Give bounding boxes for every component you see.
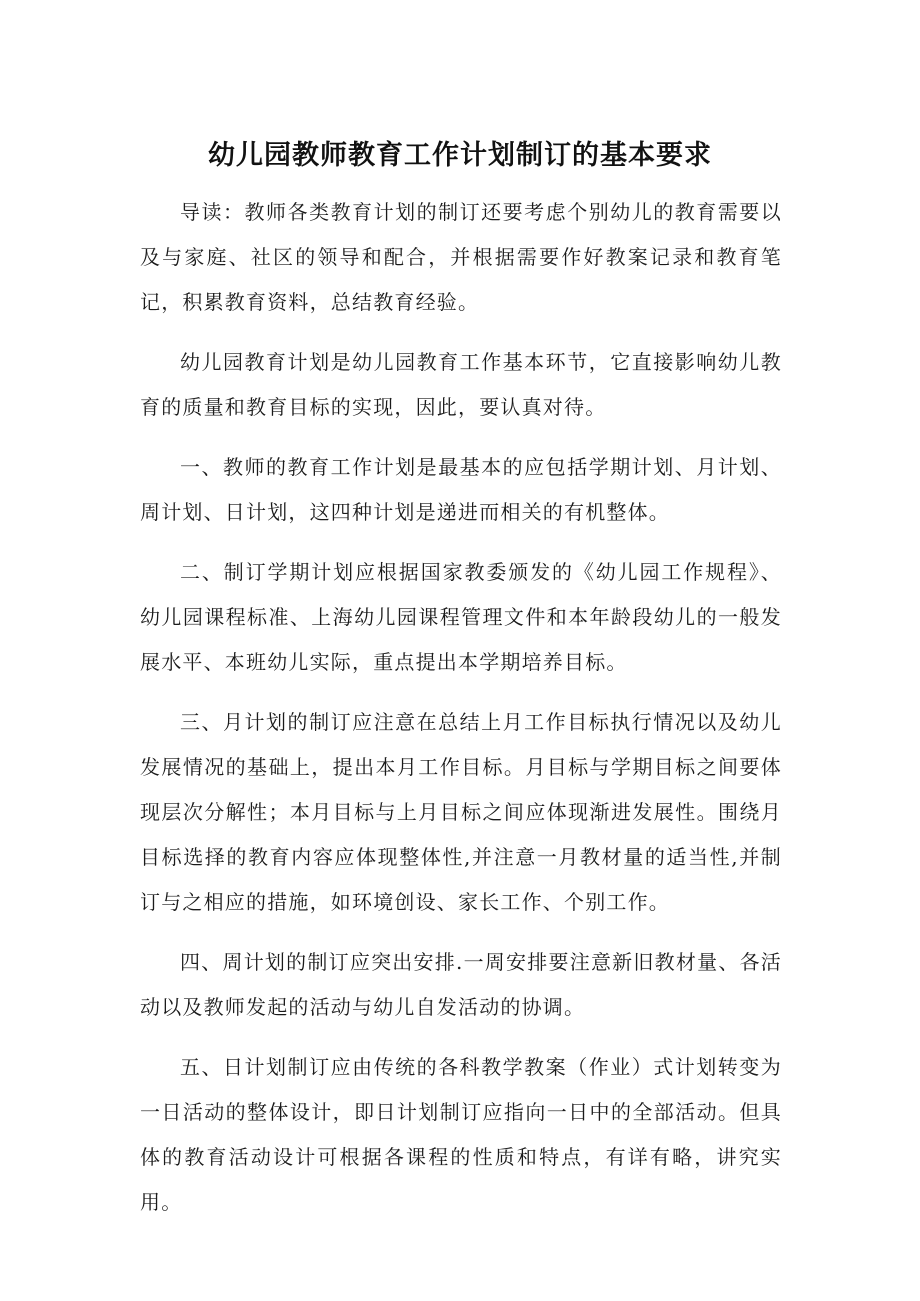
document-title: 幼儿园教师教育工作计划制订的基本要求 (208, 140, 712, 171)
paragraph-overview: 幼儿园教育计划是幼儿园教育工作基本环节，它直接影响幼儿教育的质量和教育目标的实现，因此，要认真对待。 (140, 350, 782, 419)
paragraph-point-1: 一、教师的教育工作计划是最基本的应包括学期计划、月计划、周计划、日计划，这四种计划是递进而相关的有机整体。 (140, 455, 782, 524)
paragraph-point-2: 二、制订学期计划应根据国家教委颁发的《幼儿园工作规程》、幼儿园课程标准、上海幼儿园课程管理文件和本年龄段幼儿的一般发展水平、本班幼儿实际，重点提出本学期培养目标。 (140, 560, 782, 674)
paragraph-point-3: 三、月计划的制订应注意在总结上月工作目标执行情况以及幼儿发展情况的基础上，提出本月工作目标。月目标与学期目标之间要体现层次分解性；本月目标与上月目标之间应体现渐进发展性。围绕月目标选择的教育内容应体现整体性,并注意一月教材量的适当性,并制订与之相应的措施，如环境创设、家长工作、个别工作。 (140, 710, 782, 914)
paragraph-point-5: 五、日计划制订应由传统的各科教学教案（作业）式计划转变为一日活动的整体设计，即日计划制订应指向一日中的全部活动。但具体的教育活动设计可根据各课程的性质和特点，有详有略，讲究实用。 (140, 1055, 782, 1214)
paragraph-intro: 导读：教师各类教育计划的制订还要考虑个别幼儿的教育需要以及与家庭、社区的领导和配合，并根据需要作好教案记录和教育笔记，积累教育资料，总结教育经验。 (140, 200, 782, 314)
document-body (140, 190, 782, 1240)
paragraph-point-4: 四、周计划的制订应突出安排.一周安排要注意新旧教材量、各活动以及教师发起的活动与幼儿自发活动的协调。 (140, 950, 782, 1019)
